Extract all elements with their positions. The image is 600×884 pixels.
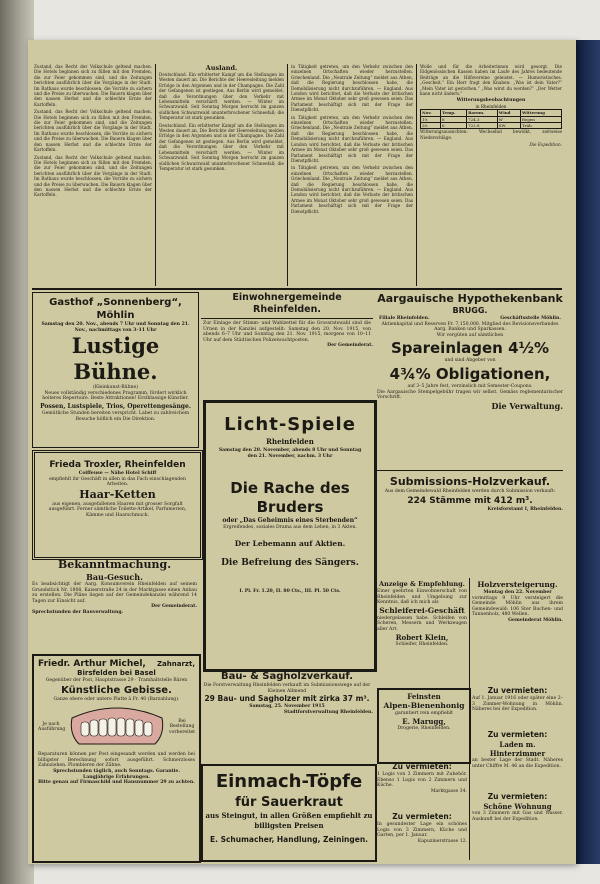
michel-right: Bei Bestellung vorbereitet — [169, 718, 196, 735]
weather-cell: Regen — [520, 116, 561, 122]
news-column-2 — [159, 64, 284, 286]
hypo-spar: Spareinlagen 4½% — [390, 339, 550, 358]
einmach-sub: für Sauerkraut — [235, 795, 343, 810]
weather-cell: 8 — [441, 116, 467, 122]
sub-sign: Kreisforstamt I, Rheinfelden. — [487, 506, 563, 512]
michel-addr: Gegenüber der Post, Hauptstrasse 29 · Tramhaltstelle Bären — [45, 678, 188, 683]
ausland-text: Deutschland. Ein erbitterter Kampf um die Stellungen im Westen dauert an. Die Berichte der Heeresleitung melden Erfolge in den Argonnen und in der Champagne. Die Zahl der Gefangenen ist gestiegen. Aus Berlin wird gemeldet, daß die Verordnungen über den Verkehr mit Lebensmitteln verschärft werden. — Winter im Schwarzwald. Seit Sonntag Morgen herrscht im ganzen südlichen Schwarzwald ununterbrochener Schneefall; die Temperatur ist stark gesunken. — [159, 72, 284, 121]
gasthof-big: Lustige Bühne. — [71, 333, 160, 385]
ad-lichtspiele — [203, 400, 377, 672]
bau-title: Bau- & Sagholzverkauf. — [220, 671, 354, 682]
anz-text: Einer geehrten Einwohnerschaft von Rheinfelden und Umgebung zur Kenntnis, daß ich mich als — [377, 589, 467, 606]
ad-gasthof — [32, 292, 199, 448]
ad-submission — [377, 474, 563, 576]
zv3-addr: Marktgasse 34. — [430, 788, 467, 794]
sub-title: Submissions-Holzverkauf. — [389, 475, 551, 488]
newspaper-page — [28, 40, 576, 864]
anz-role: Schleifer, Rheinfelden. — [395, 641, 449, 647]
zv1-title: Zu vermieten: — [487, 686, 548, 695]
weather-table — [420, 109, 562, 129]
weather-cell: 722.8 — [467, 123, 498, 129]
denture-icon — [67, 704, 167, 750]
bau-sign: Stadtforstverwaltung Rheinfelden. — [283, 709, 373, 715]
news-column-1-text-2: Zustand, das Recht der Volkschule geltend machen. Die Hotels beginnen sich zu füllen mit den Fremden, die zur Feier gekommen sind, und die Zeitungen berichten ausführlich über die Vorgänge in der Stadt. Im Rathaus wurde beschlossen, die Vorräte zu sichern und die Preise zu überwachen. Die Bauern klagen über den nassen Herbst und die schlechte Ernte der Kartoffeln. — [34, 109, 152, 153]
bekannt-sub: Bau-Gesuch. — [86, 572, 143, 582]
anz-name: Robert Klein, — [395, 632, 449, 642]
zv3-text: 1 Logis von 3 Zimmern mit Zubehör. Ebenso 1 Logis von 2 Zimmern und Küche. — [377, 772, 467, 789]
troxler-sub: Coiffeuse — Nähe Hotel Schiff — [78, 471, 157, 476]
alpen-pre: Feinsten — [407, 692, 441, 701]
einw-title: Einwohnergemeinde Rheinfelden. — [232, 292, 342, 315]
ausland-heading: Ausland. — [205, 64, 238, 72]
news-column-4 — [420, 64, 562, 286]
bau-date: Samstag, 25. November 1915 — [249, 704, 325, 710]
gasthof-dates: Samstag den 20. Nov., abends 7 Uhr und Sonntag den 21. Nov., nachmittags von 3–11 Uhr — [41, 322, 190, 333]
holz-date: Montag den 22. November — [483, 590, 552, 595]
zv5-big: Schöne Wohnung — [483, 802, 552, 811]
zv4-title: Zu vermieten: — [392, 812, 452, 821]
news-column-4-text: Wolle und für die Arbeiterinnen wird gesorgt. Die Eidgenössischen Kassen haben im Laufe des Jahres bedeutende Beiträge an die Hilfsvereine geleistet. — Humoristisches. „Gescheit.“ Ein Herr fragt den Knaben: „Was ist dein Vater?“ „Mein Vater ist gestorben.“ „Was wirst du werden?“ „Der Wetter kann nicht ändern.“ — [420, 64, 562, 97]
rule — [416, 64, 417, 286]
news-column-3-text-3: in Tätigkeit getreten, um den Verkehr zwischen den einzelnen Ortschaften wieder herzustellen. Griechenland. Die „Neutrale Zeitung“ meldet aus Athen, daß die Regierung beschlossen habe, die Demobilisierung nicht durchzuführen. — England. Aus London wird berichtet, daß die Verluste der britischen Armee im Monat Oktober sehr groß gewesen seien. Das Parlament beschäftigt sich mit der Frage der Dienstpflicht. — [291, 165, 413, 214]
ausland-text-2: Deutschland. Ein erbitterter Kampf um die Stellungen im Westen dauert an. Die Berichte der Heeresleitung melden Erfolge in den Argonnen und in der Champagne. Die Zahl der Gefangenen ist gestiegen. Aus Berlin wird gemeldet, daß die Verordnungen über den Verkehr mit Lebensmitteln verschärft werden. — Winter im Schwarzwald. Seit Sonntag Morgen herrscht im ganzen südlichen Schwarzwald ununterbrochener Schneefall; die Temperatur ist stark gesunken. — [159, 122, 284, 171]
holz-sign: Gemeinderat Möhlin. — [508, 617, 563, 623]
news-column-1 — [34, 64, 152, 286]
credit: Die Expedition. — [529, 142, 562, 148]
alpen-name: E. Marugg, — [402, 716, 446, 726]
hypo-title: Aargauische Hypothekenbank — [377, 292, 563, 305]
weather-head: Nov. — [421, 110, 441, 116]
troxler-text: empfiehlt ihr Geschäft in allen in das Fach einschlagenden Arbeiten. — [49, 476, 186, 488]
licht-drama: Ergreifendes, soziales Drama aus dem Leben, in 3 Akten. — [223, 525, 357, 531]
weather-cell: 6 — [441, 123, 467, 129]
troxler-text-2: aus eigenen, ausgefallenen Haaren mit grosser Sorgfalt ausgeführt. Ferner sämtliche Toilette-Artikel, Parfumerien, Kämme und Haarschmuck. — [48, 501, 187, 518]
alpen-big: Alpen-Bienenhonig — [383, 701, 465, 710]
zv2-big: Laden m. Hinterzimmer — [489, 740, 546, 758]
zv2-title: Zu vermieten: — [487, 730, 548, 739]
weather-head: Wind — [497, 110, 520, 116]
news-column-3 — [291, 64, 413, 286]
licht-title: Die Rache des Bruders — [230, 479, 350, 517]
michel-role: Zahnarzt, — [156, 660, 195, 668]
michel-big: Künstliche Gebisse. — [61, 684, 172, 696]
news-column-3-text: in Tätigkeit getreten, um den Verkehr zwischen den einzelnen Ortschaften wieder herzustellen. Griechenland. Die „Neutrale Zeitung“ meldet aus Athen, daß die Regierung beschlossen habe, die Demobilisierung nicht durchzuführen. — England. Aus London wird berichtet, daß die Verluste der britischen Armee im Monat Oktober sehr groß gewesen seien. Das Parlament beschäftigt sich mit der Frage der Dienstpflicht. — [291, 64, 413, 113]
rule — [201, 318, 373, 319]
weather-cell: W — [497, 116, 520, 122]
news-column-1-text-3: Zustand, das Recht der Volkschule geltend machen. Die Hotels beginnen sich zu füllen mit den Fremden, die zur Feier gekommen sind, und die Zeitungen berichten ausführlich über die Vorgänge in der Stadt. Im Rathaus wurde beschlossen, die Vorräte zu sichern und die Preise zu überwachen. Die Bauern klagen über den nassen Herbst und die schlechte Ernte der Kartoffeln. — [34, 154, 152, 198]
holz-text: vormittags 9 Uhr versteigert die Gemeinde Möhlin aus ihrem Gemeindewald: 106 Ster Buchen- und Tannenholz, 480 Wellen. — [472, 595, 563, 618]
ad-zuvermieten-1 — [472, 686, 563, 728]
bekannt-sign: Der Gemeinderat. — [151, 604, 197, 610]
holz-title: Holzversteigerung. — [477, 580, 558, 589]
weather-cell: Trüb — [520, 123, 561, 129]
news-column-1-text: Zustand, das Recht der Volkschule geltend machen. Die Hotels beginnen sich zu füllen mit den Fremden, die zur Feier gekommen sind, und die Zeitungen berichten ausführlich über die Vorgänge in der Stadt. Im Rathaus wurde beschlossen, die Vorräte zu sichern und die Preise zu überwachen. Die Bauern klagen über den nassen Herbst und die schlechte Ernte der Kartoffeln. — [34, 64, 152, 107]
michel-left: Je nach Ausführung — [38, 721, 66, 733]
ad-alpenhonig — [377, 688, 471, 764]
troxler-title: Frieda Troxler, Rheinfelden — [49, 460, 186, 470]
weather-sub: in Rheinfelden — [475, 103, 507, 109]
rule — [287, 64, 288, 286]
news-column-3-text-2: in Tätigkeit getreten, um den Verkehr zwischen den einzelnen Ortschaften wieder herzustellen. Griechenland. Die „Neutrale Zeitung“ meldet aus Athen, daß die Regierung beschlossen habe, die Demobilisierung nicht durchzuführen. — England. Aus London wird berichtet, daß die Verluste der britischen Armee im Monat Oktober sehr groß gewesen seien. Das Parlament beschäftigt sich mit der Frage der Dienstpflicht. — [291, 114, 413, 163]
hypo-place: BRUGG. — [452, 306, 488, 315]
zv3-title: Zu vermieten: — [392, 762, 452, 771]
weather-cell: SW — [497, 123, 520, 129]
hypo-note: Die Aargauische Stempelgebühr tragen wir selbst. Gemäss reglementarischer Vorschrift. — [377, 389, 563, 401]
ad-hypothekenbank — [377, 292, 563, 468]
michel-place: Birsfelden bei Basel — [77, 669, 156, 677]
ad-zuvermieten-3 — [377, 762, 467, 810]
anz-title: Anzeige & Empfehlung. — [379, 580, 465, 588]
gasthof-title: Gasthof „Sonnenberg“, Möhlin — [49, 297, 182, 321]
binding-edge — [574, 40, 600, 864]
sub-text: Aus dem Gemeindewald Rheinfelden werden durch Submission verkauft: — [384, 489, 556, 494]
zv4-addr: Kapuzinerstrasse 12. — [417, 838, 467, 844]
ad-einwohnergemeinde — [201, 292, 373, 396]
rule — [155, 64, 156, 286]
ad-holzversteigerung — [472, 580, 563, 684]
ad-zuvermieten-2 — [472, 730, 563, 790]
gasthof-text: Neues vollständig verschiedenes Programm, fördert wirklich heiteres Repertoire. Beste Attraktionen! Erstklassige Künstler. — [42, 390, 189, 402]
hypo-oblsub: auf 3–5 Jahre fest, verzinslich mit Semester-Coupons. — [407, 383, 533, 389]
hypo-gesch: Geschäftsstelle Möhlin. — [500, 316, 561, 321]
bau-big: 29 Bau- und Sagholzer mit zirka 37 m³. — [204, 694, 370, 704]
zv1-text: Auf 1. Januar 1916 oder später eine 2–3 Zimmer-Wohnung in Möhlin. Näheres bei der Expedition. — [472, 696, 563, 713]
zv4-text: In gesundester Lage ein schönes Logis von 3 Zimmern, Küche und Garten, per 1. Januar. — [377, 822, 467, 839]
bekannt-text: Es beabsichtigt der Aarg. Konsumverein Rheinfelden auf seinem Grundstück Nr. 1808, Kaiserstraße 24 in der Marktgasse einen Anbau zu erstellen. Die Pläne liegen auf der Gemeindekanzlei während 14 Tagen zur Einsicht auf. — [32, 582, 197, 604]
rule — [377, 470, 563, 471]
einmach-text: aus Steingut, in allen Größen empfiehlt zu billigsten Preisen — [205, 811, 373, 830]
weather-head: Witterung — [520, 110, 561, 116]
weather-title: Witterungsbeobachtungen — [456, 98, 526, 104]
gasthof-sub: (Kleinkunst-Bühne) — [92, 385, 139, 391]
weather-head: Temp. — [441, 110, 467, 116]
hypo-sign: Die Verwaltung. — [491, 400, 563, 411]
anz-big: Schleiferei-Geschäft — [379, 605, 465, 615]
einmach-big: Einmach-Töpfe — [215, 771, 363, 792]
alpen-mid: garantiert rein empfiehlt — [395, 711, 453, 716]
gasthof-foot: Gemütliche Stunden bereiten verspricht. Labet zu zahlreichem Besuche höflich ein Die Direktion. — [41, 410, 190, 422]
einmach-firm: E. Schumacher, Handlung, Zeiningen. — [209, 835, 369, 844]
ad-michel — [32, 654, 201, 863]
licht-big: Licht-Spiele — [224, 414, 356, 435]
licht-sub: oder „Das Geheimnis eines Sterbenden“ — [222, 517, 358, 525]
sub-big: 224 Stämme mit 412 m³. — [407, 495, 533, 506]
weather-note: Witterungsaussichten: Wechselnd bewölkt, zeitweise Niederschläge. — [420, 129, 562, 140]
anz-text-2: niedergelassen habe. Schleifen von Scheren, Messern und Werkzeugen aller Art. — [377, 615, 467, 632]
zv2-text: an bester Lage der Stadt. Näheres unter Chiffre M. 46 an die Expedition. — [472, 758, 563, 769]
ad-bauholz — [201, 670, 373, 762]
ad-einmachtoepfe — [201, 764, 377, 862]
hypo-wir: Wir vergüten auf sämtlichen — [436, 332, 504, 338]
hypo-obl: 4¾% Obligationen, — [389, 364, 551, 383]
ad-zuvermieten-5 — [472, 792, 563, 860]
weather-head: Barom. — [467, 110, 498, 116]
zv5-text: von 3 Zimmern mit Gas und Wasser. Auskunft bei der Expedition. — [472, 811, 563, 822]
ad-anzeige — [377, 580, 467, 686]
weather-cell: 20. — [421, 123, 441, 129]
hypo-filiale: Filiale Rheinfelden. — [379, 316, 430, 321]
licht-second: Der Lebemann auf Aktien. — [234, 538, 346, 548]
weather-cell: 19. — [421, 116, 441, 122]
hypo-and: und sind Abgeber von — [444, 358, 496, 364]
ad-bekanntmachung — [32, 558, 197, 650]
licht-place: Rheinfelden — [266, 437, 314, 446]
gasthof-line: Possen, Lustspiele, Trios, Operettengesänge. — [40, 402, 191, 410]
bekannt-title: Bekanntmachung. — [57, 558, 172, 571]
licht-dates: Samstag den 20. November, abends 8 Uhr und Sonntag den 21. November, nachm. 3 Uhr — [218, 448, 362, 459]
alpen-role: Drogerie, Rheinfelden. — [397, 725, 451, 731]
licht-third: Die Befreiung des Sängers. — [221, 557, 359, 568]
einw-sign: Der Gemeinderat. — [327, 343, 373, 349]
hypo-text: Aktienkapital und Reserven Fr. 7,150,000. Mitglied des Revisionsverbandes Aarg. Banken und Sparkassen. — [381, 321, 559, 333]
zv5-title: Zu vermieten: — [487, 792, 548, 801]
michel-text: Reparaturen können per Post eingesandt werden und werden bei billigster Berechnung sofort ausgeführt. Schmerzloses Zahnziehen. Plombieren der Zähne. — [38, 752, 195, 769]
michel-sub: Ganze obere oder untere Platte à Fr. 40 (Barzahlung). — [53, 696, 180, 702]
michel-foot: Bitte genau auf Firmaschild und Hausnummer 29 zu achten. — [38, 780, 195, 786]
ad-zuvermieten-4 — [377, 812, 467, 860]
weather-cell: 724.3 — [467, 116, 498, 122]
michel-hours: Sprechstunden täglich, auch Sonntags. Garantie. Langjährige Erfahrungen. — [53, 768, 180, 780]
licht-prices: I. Pl. Fr. 1.20, II. 80 Cts., III. Pl. 50 Cts. — [239, 588, 341, 594]
section-divider — [32, 288, 562, 290]
michel-name: Friedr. Arthur Michel, — [38, 659, 146, 669]
bau-text: Die Forstverwaltung Rheinfelden verkauft im Submissionswege auf der Kleinen Allmend — [203, 683, 371, 694]
ad-troxler — [32, 450, 203, 560]
einw-text: Zur Einlage der Stimm- und Wahlzettel für die Grossratswahl sind die Urnen in der Kanzlei aufgestellt: Samstag den 20. Nov. 1915, von abends 6–7 Uhr und Sonntag den 21. Nov. 1915, morgens von 10–11 Uhr auf dem Städtischen Polizeiwachtposten. — [203, 321, 371, 343]
sprech-title: Sprechstunden der Bauverwaltung. — [32, 609, 124, 615]
troxler-big: Haar-Ketten — [79, 487, 156, 501]
